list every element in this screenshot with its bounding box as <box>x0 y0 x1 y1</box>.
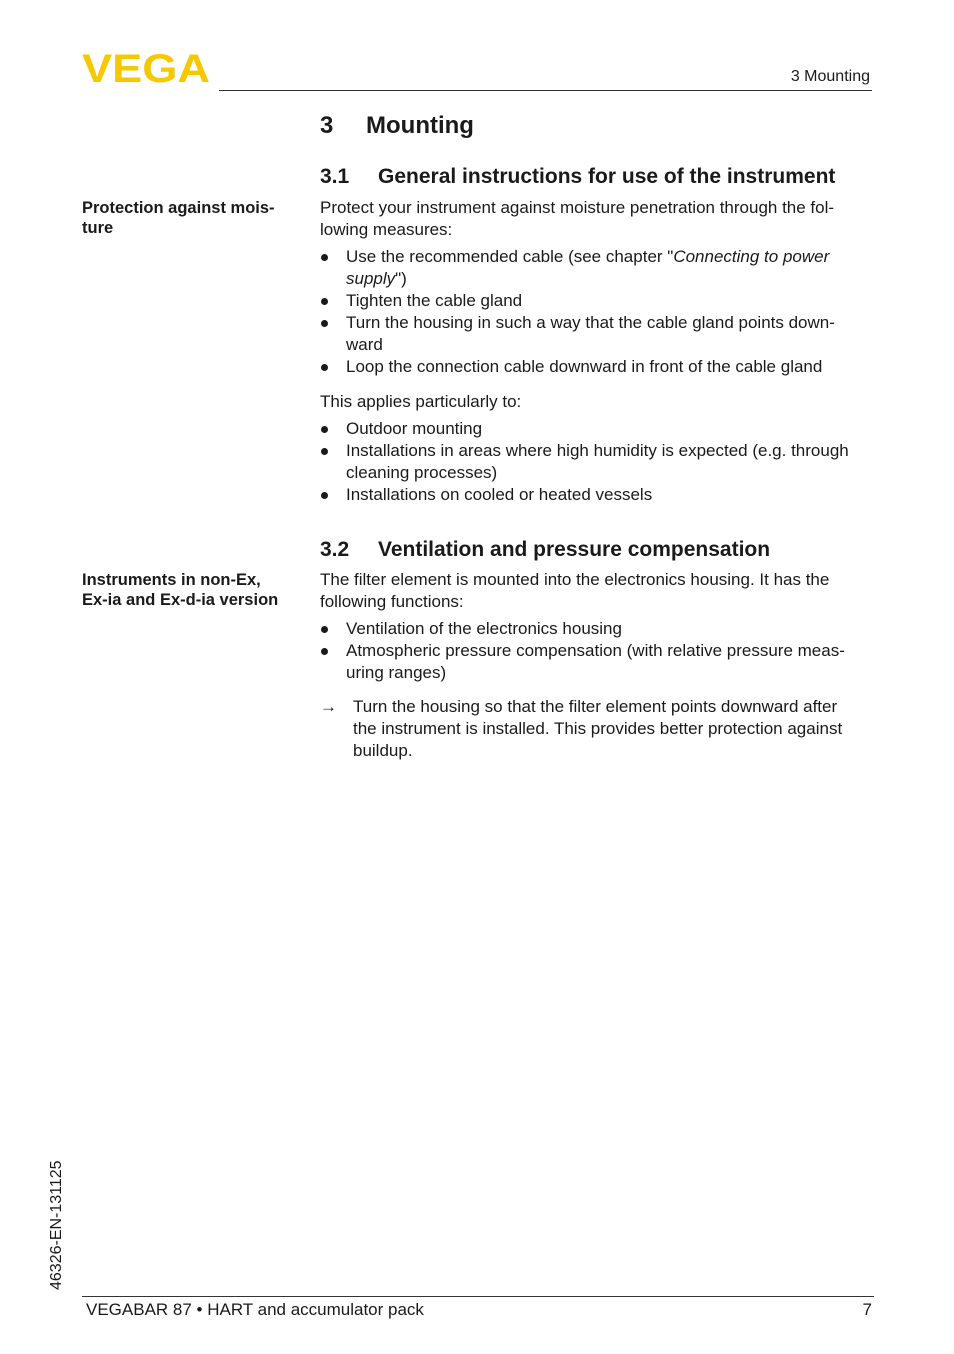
bullet-icon <box>321 626 328 633</box>
svg-text:VEGA: VEGA <box>82 50 210 84</box>
bullet-icon <box>321 448 328 455</box>
moisture-intro: Protect your instrument against moisture penetration through the fol- lowing measures: <box>320 198 835 239</box>
footer-divider <box>82 1296 874 1297</box>
bullet-icon <box>321 298 328 305</box>
side-label-instruments: Instruments in non-Ex, Ex-ia and Ex-d-ia version <box>82 571 279 609</box>
bullet-icon <box>321 364 328 371</box>
list-item: Tighten the cable gland <box>320 290 875 312</box>
list-item: Outdoor mounting <box>320 418 875 440</box>
side-label-moisture: Protection against mois- ture <box>82 199 275 237</box>
filter-intro: The filter element is mounted into the electronics housing. It has the following functions: <box>320 570 830 611</box>
list-item: Loop the connection cable downward in front of the cable gland <box>320 356 875 378</box>
bullet-icon <box>321 320 328 327</box>
applies-list <box>320 418 875 506</box>
housing-instruction: → Turn the housing so that the filter element points downward after the instrument is installed. This provides better protection against buildup. <box>320 697 843 760</box>
vega-logo <box>82 50 212 84</box>
bullet-icon <box>321 492 328 499</box>
arrow-right-icon: → <box>320 697 337 716</box>
moisture-measures-list <box>320 246 875 378</box>
chapter-heading <box>320 112 474 140</box>
section-3-2-number: 3.2 <box>320 538 350 561</box>
bullet-icon <box>321 254 328 261</box>
list-item: Installations in areas where high humidity is expected (e.g. through cleaning processes) <box>320 440 875 484</box>
bullet-icon <box>321 648 328 655</box>
list-item: Turn the housing in such a way that the cable gland points down- ward <box>320 312 875 356</box>
applies-text: This applies particularly to: <box>320 392 522 411</box>
document-id: 46326-EN-131125 <box>48 1160 65 1290</box>
chapter-number: 3 <box>320 112 334 139</box>
filter-functions-list <box>320 618 875 684</box>
header-divider <box>219 90 872 91</box>
section-3-1-title: General instructions for use of the instrument <box>378 165 836 188</box>
section-3-2-heading <box>320 538 770 562</box>
footer-product: VEGABAR 87 • HART and accumulator pack <box>86 1300 424 1319</box>
list-item: Ventilation of the electronics housing <box>320 618 875 640</box>
section-3-2-title: Ventilation and pressure compensation <box>378 538 771 561</box>
list-item: Use the recommended cable (see chapter "Connecting to power supply") <box>320 246 875 290</box>
header-chapter-label: 3 Mounting <box>790 68 870 85</box>
chapter-title: Mounting <box>366 112 474 139</box>
page-number: 7 <box>862 1300 872 1319</box>
list-item: Installations on cooled or heated vessels <box>320 484 875 506</box>
section-3-1-heading <box>320 165 835 189</box>
list-item: Atmospheric pressure compensation (with relative pressure meas- uring ranges) <box>320 640 875 684</box>
section-3-1-number: 3.1 <box>320 165 350 188</box>
bullet-icon <box>321 426 328 433</box>
